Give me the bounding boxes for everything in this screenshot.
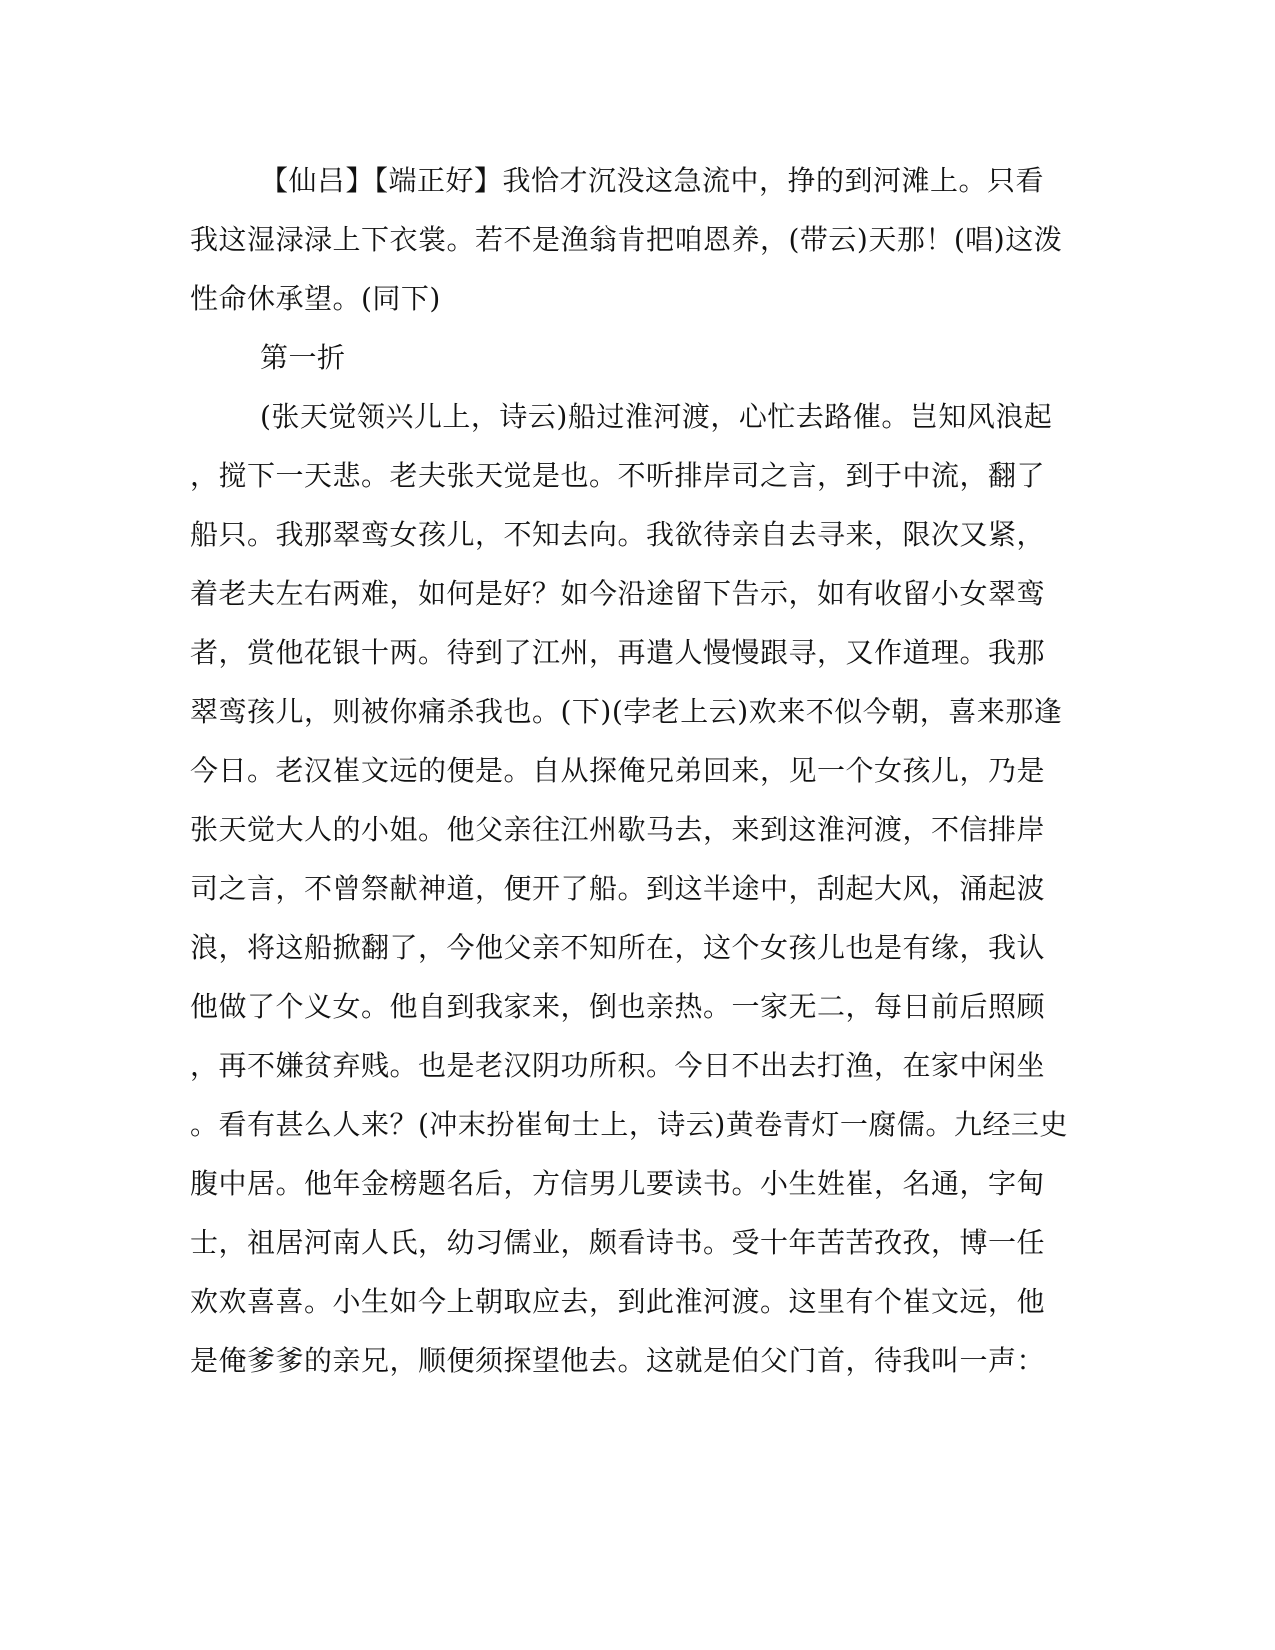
text-line: 者，赏他花银十两。待到了江州，再遣人慢慢跟寻，又作道理。我那 (190, 636, 1046, 669)
text-line: 。看有甚么人来？(冲末扮崔甸士上，诗云)黄卷青灯一腐儒。九经三史 (190, 1108, 1068, 1141)
text-line: 张天觉大人的小姐。他父亲往江州歇马去，来到这淮河渡，不信排岸 (190, 813, 1046, 846)
text-line: 我这湿渌渌上下衣裳。若不是渔翁肯把咱恩养，(带云)天那！(唱)这泼 (190, 223, 1063, 256)
text-line: 船只。我那翠鸾女孩儿，不知去向。我欲待亲自去寻来，限次又紧， (190, 518, 1046, 551)
text-line: 性命休承望。(同下) (190, 282, 441, 315)
text-line: 欢欢喜喜。小生如今上朝取应去，到此淮河渡。这里有个崔文远，他 (190, 1285, 1046, 1318)
text-line: 他做了个义女。他自到我家来，倒也亲热。一家无二，每日前后照顾 (190, 990, 1046, 1023)
text-line: 腹中居。他年金榜题名后，方信男儿要读书。小生姓崔，名通，字甸 (190, 1167, 1046, 1200)
text-line: 【仙吕】【端正好】我恰才沉没这急流中，挣的到河滩上。只看 (260, 164, 1045, 197)
text-line: 今日。老汉崔文远的便是。自从探俺兄弟回来，见一个女孩儿，乃是 (190, 754, 1046, 787)
text-line: 浪，将这船掀翻了，今他父亲不知所在，这个女孩儿也是有缘，我认 (190, 931, 1046, 964)
text-line: ，再不嫌贫弃贱。也是老汉阴功所积。今日不出去打渔，在家中闲坐 (190, 1049, 1046, 1082)
text-line: 翠鸾孩儿，则被你痛杀我也。(下)(孛老上云)欢来不似今朝，喜来那逢 (190, 695, 1063, 728)
section-heading: 第一折 (260, 341, 346, 374)
text-line: ，搅下一天悲。老夫张天觉是也。不听排岸司之言，到于中流，翻了 (190, 459, 1046, 492)
text-line: 士，祖居河南人氏，幼习儒业，颇看诗书。受十年苦苦孜孜，博一任 (190, 1226, 1046, 1259)
text-line: 着老夫左右两难，如何是好？如今沿途留下告示，如有收留小女翠鸾 (190, 577, 1046, 610)
text-line: 是俺爹爹的亲兄，顺便须探望他去。这就是伯父门首，待我叫一声： (190, 1344, 1046, 1377)
text-line: (张天觉领兴儿上，诗云)船过淮河渡，心忙去路催。岂知风浪起 (260, 400, 1053, 433)
text-line: 司之言，不曾祭献神道，便开了船。到这半途中，刮起大风，涌起波 (190, 872, 1046, 905)
